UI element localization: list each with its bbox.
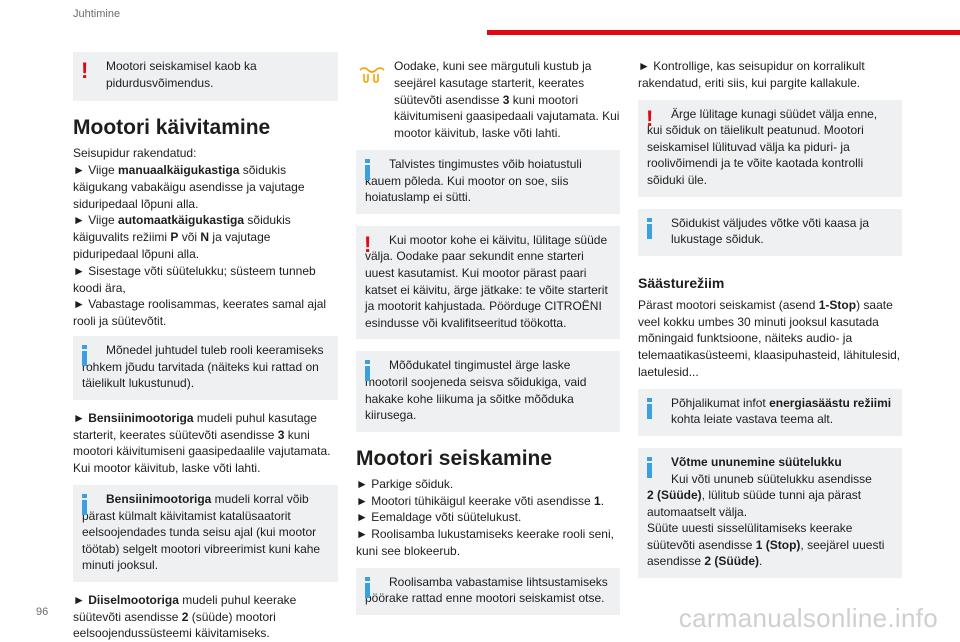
section-heading: Mootori käivitamine	[73, 116, 271, 140]
header-accent-bar	[487, 30, 960, 35]
page-number: 96	[36, 606, 49, 618]
info-icon	[82, 345, 87, 366]
column-1	[73, 52, 338, 642]
info-note-winter: Talvistes tingimustes võib hoiatustuli kauem põleda. Kui mootor on soe, siis hoiatuslamp ei sütti.	[356, 150, 620, 214]
info-icon	[365, 577, 370, 598]
stop-step-3: ► Eemaldage võti süütelukust.	[356, 510, 522, 525]
check-parking-brake: ► Kontrollige, kas seisupidur on korralikult rakendatud, eriti siis, kui pargite kallakule.	[638, 59, 865, 90]
step-steering: ► Vabastage roolisammas, keerates samal ajal rooli ja süütevõtit.	[73, 297, 327, 329]
warning-icon: !	[81, 58, 89, 83]
section-heading-stop: Mootori seiskamine	[356, 446, 553, 470]
glow-plug-icon	[356, 64, 386, 86]
warning-note-ignition: ! Ärge lülitage kunagi süüdet välja enne, kui sõiduk on täielikult peatunud. Mootori seiskamisel lülituvad välja ka piduri- ja roolivõimendi ja te võite kaotada kontrolli sõiduki üle.	[638, 100, 902, 197]
info-icon	[82, 494, 87, 515]
info-icon	[365, 159, 370, 180]
step-key: ► Sisestage võti süütelukku; süsteem tunneb koodi ära,	[73, 263, 316, 295]
step-automatic: ► Viige automaatkäigukastiga sõidukis käiguvalits režiimi P või N ja vajutage piduripedaal lõpuni alla.	[73, 213, 291, 261]
column-2	[356, 58, 620, 615]
info-icon	[365, 360, 370, 381]
intro-text: Seisupidur rakendatud:	[73, 146, 197, 161]
info-note: Mõnedel juhtudel tuleb rooli keeramiseks rohkem jõudu tarvitada (näiteks kui rattad on täielikult lukustunud).	[73, 336, 338, 400]
stop-step-1: ► Parkige sõiduk.	[356, 476, 454, 491]
info-note-warmup: Mõõdukatel tingimustel ärge laske mootoril soojeneda seisva sõidukiga, vaid hakake kohe liikuma ja sõitke mõõduka kiirusega.	[356, 351, 620, 431]
info-note-steering: Roolisamba vabastamise lihtsustamiseks pöörake rattad enne mootori seiskamist otse.	[356, 568, 620, 615]
watermark: carmanualsonline.info	[678, 603, 938, 633]
column-3	[638, 58, 902, 578]
economy-mode-heading: Säästurežiim	[638, 274, 725, 291]
info-note-key: Sõidukist väljudes võtke võti kaasa ja lukustage sõiduk.	[638, 209, 902, 256]
warning-note-start: ! Kui mootor kohe ei käivitu, lülitage süüde välja. Oodake paar sekundit enne starteri uuest kasutamist. Kui mootor pärast paari katset ei käivitu, ärge jätkake: te võite starterit ja mootorit kahjustada. Pöörduge CITROËNI esindusse või kvalifitseeritud töökotta.	[356, 226, 620, 340]
warning-icon: !	[646, 105, 654, 131]
glow-plug-paragraph: Oodake, kuni see märgutuli kustub ja seejärel kasutage starterit, keerates süütevõti asendisse 3 kuni mootori käivitumiseni gaasipedaali vajutamata. Kui mootor käivitub, laske võti lahti.	[356, 58, 620, 142]
info-icon	[647, 218, 652, 239]
step-diesel: ► Diiselmootoriga mudeli puhul keerake süütevõti asendisse 2 (süüde) mootori eelsoojendussüsteemi käivitamiseks.	[73, 592, 297, 641]
info-note-petrol: Bensiinimootoriga mudeli korral võib pärast külmalt käivitamist katalüsaatorit eelsoojendades tunda seisu ajal (kui mootor töötab) selgelt mootori vibreerimist kuni kahe minuti jooksul.	[73, 485, 338, 582]
info-icon	[647, 457, 652, 478]
info-note-forgotten-key: Võtme ununemine süütelukku Kui võti ununeb süütelukku asendisse 2 (Süüde), lülitub süüde tunni aja pärast automaatselt välja. Süüte uuesti sisselülitamiseks keerake süütevõti asendisse 1 (Stop), seejärel uuesti asendisse 2 (Süüde).	[638, 448, 902, 578]
section-title: Juhtimine	[73, 8, 121, 20]
info-icon	[647, 398, 652, 419]
warning-icon: !	[364, 231, 372, 257]
step-petrol: ► Bensiinimootoriga mudeli puhul kasutage starterit, keerates süütevõti asendisse 3 kuni mootori käivitumiseni gaasipedaalile vajutamata. Kui mootor käivitub, laske võti lahti.	[73, 410, 331, 476]
info-note-economy: Põhjalikumat infot energiasäästu režiimi kohta leiate vastava teema alt.	[638, 389, 902, 436]
economy-mode-text: Pärast mootori seiskamist (asend 1-Stop) saate veel kokku umbes 30 minuti jooksul kasutada mõningaid funktsioone, näiteks audio- ja telemaatikasüsteemi, klaasipuhasteid, lähitulesid, laetulesid...	[638, 297, 901, 379]
step-manual: ► Viige manuaalkäigukastiga sõidukis käigukang vabakäigu asendisse ja vajutage siduripedaal lõpuni alla.	[73, 162, 305, 211]
stop-step-2: ► Mootori tühikäigul keerake võti asendisse 1.	[356, 493, 605, 508]
warning-note: ! Mootori seiskamisel kaob ka pidurdusvõimendus.	[73, 52, 338, 101]
stop-step-4: ► Roolisamba lukustamiseks keerake rooli seni, kuni see blokeerub.	[356, 527, 614, 558]
